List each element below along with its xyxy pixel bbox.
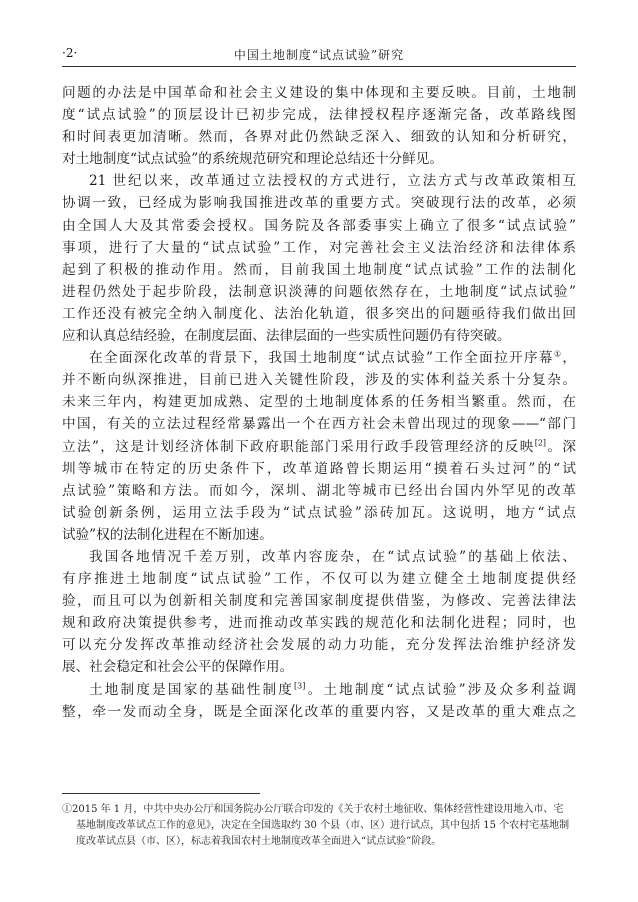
text-line: 点试验”策略和方法。而如今，深圳、湖北等城市已经出台国内外罕见的改革: [62, 482, 576, 499]
text-line: 由全国人大及其常委会授权。国务院及各部委事实上确立了很多“试点试验”: [62, 217, 576, 234]
citation-ref[interactable]: [2]: [534, 437, 547, 447]
text-line: 应和认真总结经验，在制度层面、法律层面的一些实质性问题仍有待突破。: [62, 328, 511, 345]
paragraph: [62, 546, 576, 679]
footnote-line: 度改革试点县（市、区），标志着我国农村土地制度改革全面进入“试点试验”阶段。: [76, 836, 442, 847]
text-line: 和时间表更加清晰。然而，各界对此仍然缺乏深入、细致的认知和分析研究，: [62, 129, 576, 146]
text-line: 试验”权的法制化进程在不断加速。: [62, 526, 273, 543]
paragraph: [62, 170, 576, 347]
text-line: 圳等城市在特定的历史条件下，改革道路曾长期运用“摸着石头过河”的“试: [62, 460, 576, 477]
paragraph: [62, 347, 576, 546]
text-line: 事项，进行了大量的“试点试验”工作，对完善社会主义法治经济和法律体系: [62, 239, 576, 256]
text-line: 工作还没有被完全纳入制度化、法治化轨道，很多突出的问题亟待我们做出回: [62, 305, 576, 322]
citation-ref[interactable]: [3]: [294, 681, 306, 690]
line-text: 。深: [546, 438, 577, 455]
text-line: [62, 436, 576, 458]
text-line: 对土地制度“试点试验”的系统规范研究和理论总结还十分鲜见。: [62, 151, 443, 168]
line-text: 土地制度是国家的基础性制度: [89, 681, 295, 698]
text-line: 中国，有关的立法过程经常暴露出一个在西方社会未曾出现过的现象——“部门: [62, 416, 576, 433]
paragraph: [62, 82, 576, 170]
text-line: 协调一致，已经成为影响我国推进改革的重要方式。突破现行法的改革，必须: [62, 195, 576, 212]
line-text: 。土地制度“试点试验”涉及众多利益调: [305, 681, 577, 698]
text-line: 有序推进土地制度“试点试验”工作，不仅可以为建立健全土地制度提供经: [62, 571, 576, 588]
footnote-divider: [62, 793, 260, 794]
text-line: 21 世纪以来，改革通过立法授权的方式进行，立法方式与改革政策相互: [89, 173, 576, 190]
footnote: [62, 802, 576, 850]
line-text: 立法”，这是计划经济体制下政府职能部门采用行政手段管理经济的反映: [62, 438, 535, 455]
text-line: 起到了积极的推动作用。然而，目前我国土地制度“试点试验”工作的法制化: [62, 261, 576, 278]
text-line: 未来三年内，构建更加成熟、定型的土地制度体系的任务相当繁重。然而，在: [62, 394, 576, 411]
text-line: 并不断向纵深推进，目前已进入关键性阶段，涉及的实体利益关系十分复杂。: [62, 372, 576, 389]
text-line: 问题的办法是中国革命和社会主义建设的集中体现和主要反映。目前，土地制: [62, 85, 576, 101]
text-line: 验，而且可以为创新相关制度和完善国家制度提供借鉴，为修改、完善法律法: [62, 593, 576, 610]
running-header: [62, 44, 576, 67]
line-text: 在全面深化改革的背景下，我国土地制度“试点试验”工作全面拉开序幕: [89, 350, 554, 367]
text-line: [62, 679, 576, 701]
footnote-line: 基地制度改革试点工作的意见》，决定在全国选取约 30 个县（市、区）进行试点，其中包括 15 个农村宅基地制: [76, 820, 570, 831]
page-number: ·2·: [62, 46, 78, 60]
text-line: 我国各地情况千差万别，改革内容庞杂，在“试点试验”的基础上依法、: [89, 548, 576, 565]
text-line: 在全面深化改革的背景下，我国土地制度“试点试验”工作全面拉开序幕①，: [89, 349, 577, 367]
footnote-ref[interactable]: ①: [553, 349, 563, 359]
text-line: 度“试点试验”的顶层设计已初步完成，法律授权程序逐渐完备，改革路线图: [62, 107, 576, 124]
text-line: 规和政府决策提供参考，进而推动改革实践的规范化和法制化进程；同时，也: [62, 615, 576, 632]
paragraph: [62, 679, 576, 723]
footnote-line: ①2015 年 1 月，中共中央办公厅和国务院办公厅联合印发的《关于农村土地征收、集体经营性建设用地入市、宅: [62, 804, 564, 815]
text-line: 可以充分发挥改革推动经济社会发展的动力功能，充分发挥法治维护经济发: [62, 637, 576, 654]
text-line: 进程仍然处于起步阶段，法制意识淡薄的问题依然存在，土地制度“试点试验”: [62, 283, 576, 300]
main-text: [62, 82, 576, 723]
text-line: 试验创新条例，运用立法手段为“试点试验”添砖加瓦。这说明，地方“试点: [62, 504, 576, 521]
running-title: 中国土地制度“试点试验”研究: [233, 48, 405, 62]
text-line: 整，牵一发而动全身，既是全面深化改革的重要内容，又是改革的重大难点之: [62, 703, 576, 720]
text-line: 展、社会稳定和社会公平的保障作用。: [62, 659, 294, 676]
